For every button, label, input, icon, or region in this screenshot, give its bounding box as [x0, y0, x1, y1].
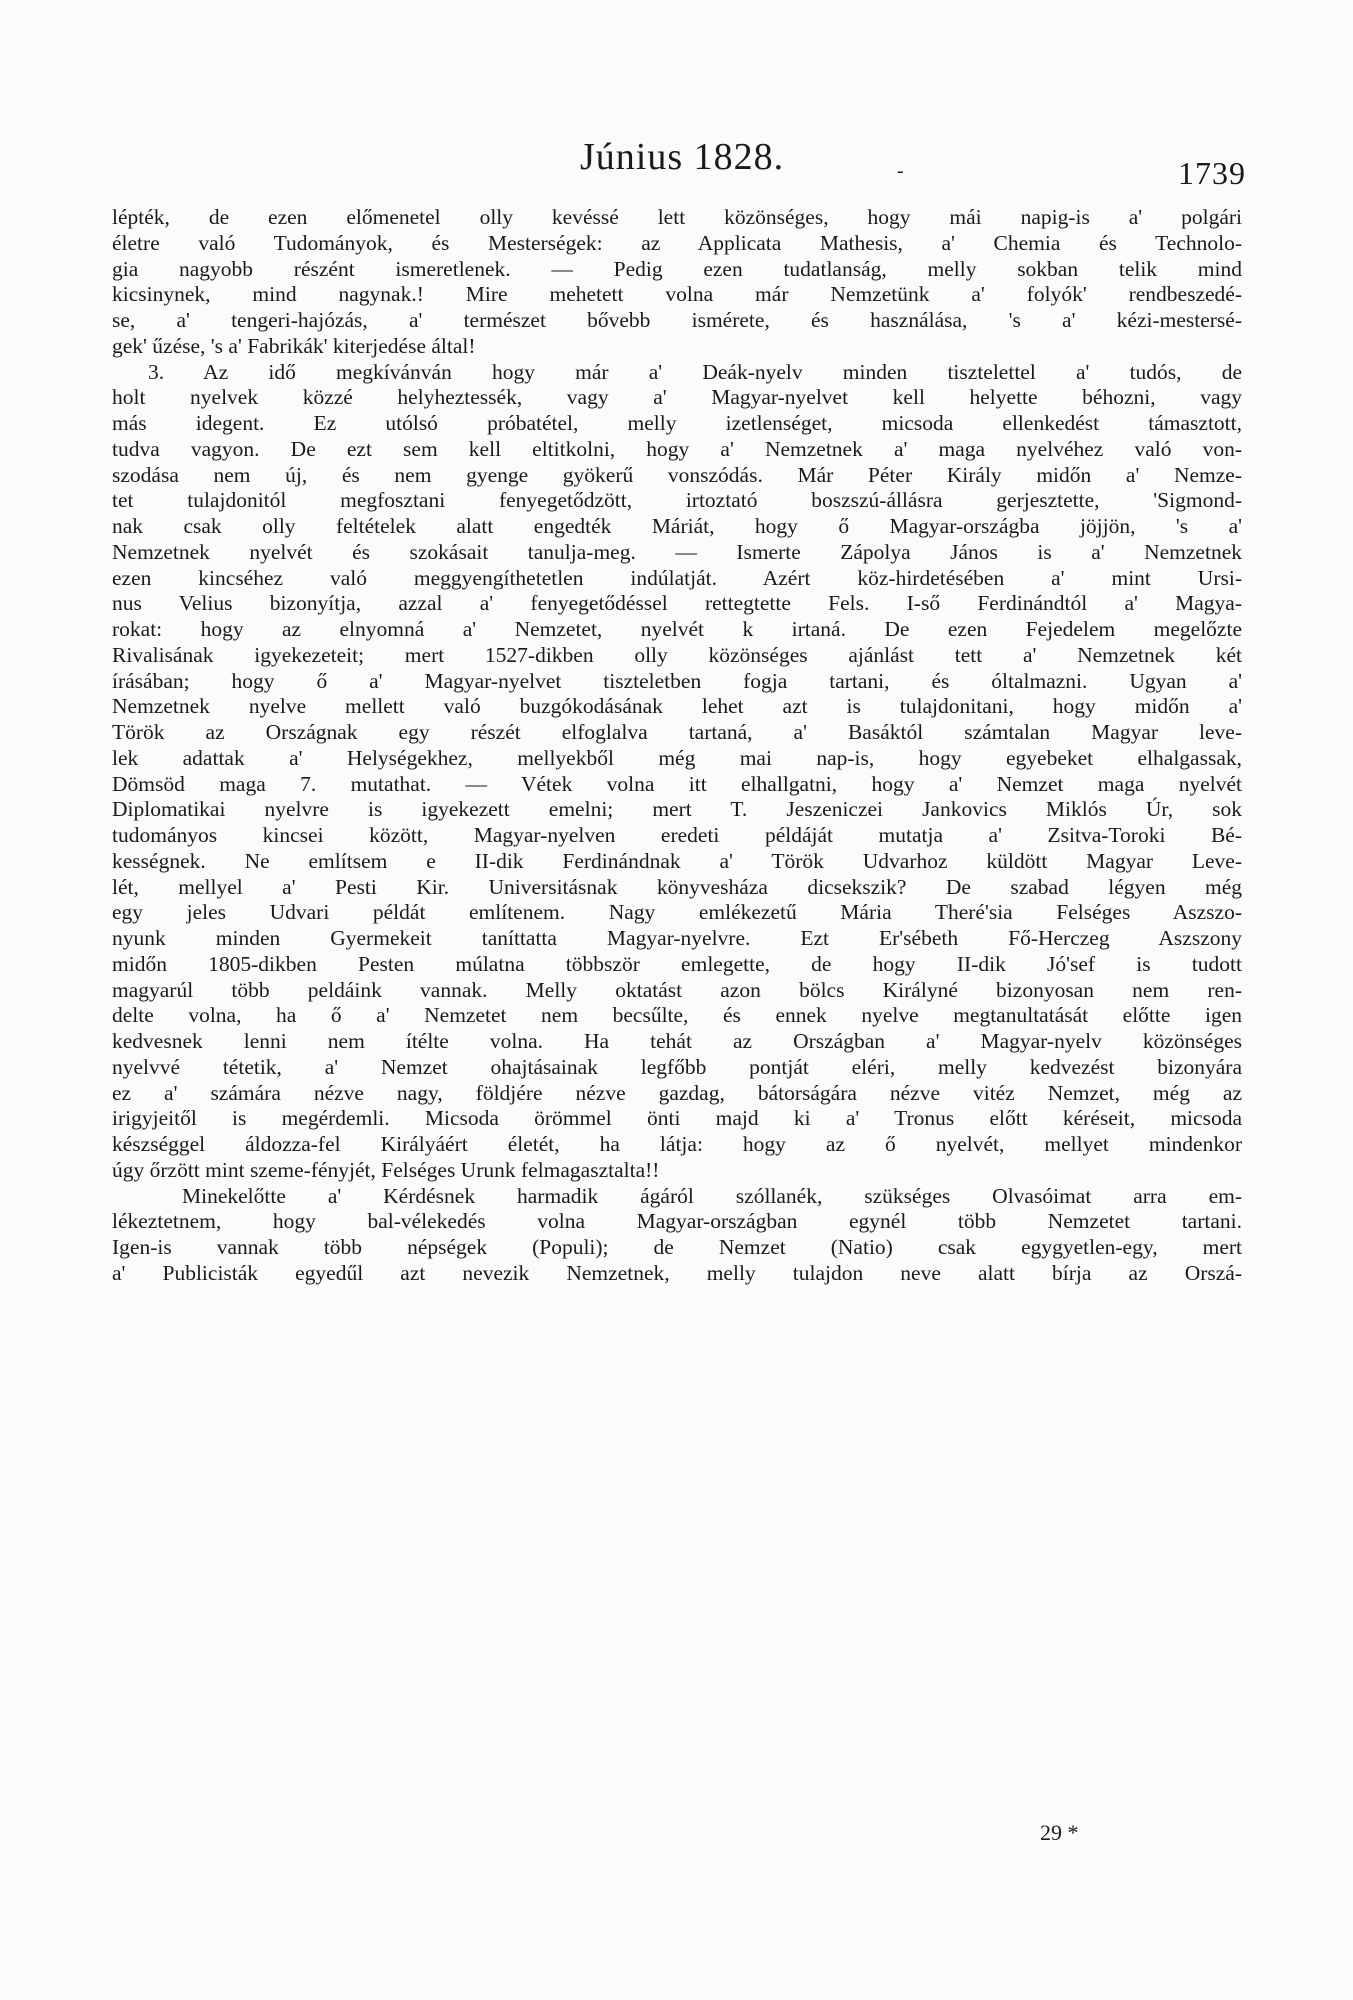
- text-line: magyarúl több peldáink vannak. Melly oktatást azon bölcs Királyné bizonyosan nem ren-: [112, 977, 1242, 1002]
- signature-mark: 29 *: [1040, 1820, 1079, 1845]
- text-line: készséggel áldozza-fel Királyáért életét, ha látja: hogy az ő nyelvét, mellyet mindenkor: [112, 1132, 1242, 1156]
- text-line: gia nagyobb részént ismeretlenek. — Pedig ezen tudatlanság, melly sokban telik mind: [112, 256, 1242, 281]
- text-line: nyelvvé tétetik, a' Nemzet ohajtásainak legfőbb pontját eléri, melly kedvezést bizonyára: [112, 1054, 1242, 1079]
- text-line: lek adattak a' Helységekhez, mellyekből még mai nap-is, hogy egyebeket elhalgassak,: [112, 745, 1242, 770]
- text-line: Török az Országnak egy részét elfoglalva tartaná, a' Basáktól számtalan Magyar leve-: [112, 720, 1242, 744]
- page-header-dash: -: [897, 160, 904, 182]
- text-line: kicsinynek, mind nagynak.! Mire mehetett volna már Nemzetünk a' folyók' rendbeszedé-: [112, 282, 1242, 307]
- text-line: életre való Tudományok, és Mesterségek: az Applicata Mathesis, a' Chemia és Technolo-: [112, 230, 1242, 255]
- text-line: Nemzetnek nyelve mellett való buzgókodásának lehet azt is tulajdonitani, hogy midőn a': [112, 694, 1242, 719]
- text-line: úgy őrzött mint szeme-fényjét, Felséges Urunk felmagasztalta!!: [112, 1157, 660, 1182]
- text-line: tet tulajdonitól megfosztani fenyegetődzött, irtoztató boszszú-állásra gerjesztette, 'Sigmond-: [112, 488, 1242, 513]
- text-line: holt nyelvek közzé helyheztessék, vagy a' Magyar-nyelvet kell helyette béhozni, vagy: [112, 385, 1242, 410]
- page-number: 1739: [1178, 155, 1246, 191]
- text-line: se, a' tengeri-hajózás, a' természet bővebb ismérete, és használása, 's a' kézi-mestersé-: [112, 308, 1242, 332]
- text-line: Minekelőtte a' Kérdésnek harmadik ágáról szóllanék, szükséges Olvasóimat arra em-: [182, 1183, 1242, 1208]
- page-header-title: Június 1828.: [580, 136, 785, 178]
- text-line: kességnek. Ne említsem e II-dik Ferdinándnak a' Török Udvarhoz küldött Magyar Leve-: [112, 848, 1242, 873]
- text-line: gek' űzése, 's a' Fabrikák' kiterjedése által!: [112, 333, 476, 358]
- text-line: kedvesnek lenni nem ítélte volna. Ha tehát az Országban a' Magyar-nyelv közönséges: [112, 1029, 1242, 1053]
- text-line: tudva vagyon. De ezt sem kell eltitkolni, hogy a' Nemzetnek a' maga nyelvéhez való von-: [112, 436, 1242, 461]
- text-line: nus Velius bizonyítja, azzal a' fenyegetődéssel rettegtette Fels. I-ső Ferdinándtól a' Magya-: [112, 591, 1242, 616]
- text-line: Rivalisának igyekezeteit; mert 1527-dikben olly közönséges ajánlást tett a' Nemzetnek két: [112, 642, 1242, 667]
- text-line: lépték, de ezen előmenetel olly kevéssé lett közönséges, hogy mái napig-is a' polgári: [112, 205, 1242, 229]
- text-line: Diplomatikai nyelvre is igyekezett emelni; mert T. Jeszeniczei Jankovics Miklós Úr, sok: [112, 797, 1242, 822]
- text-line: irigyjeitől is megérdemli. Micsoda örömmel önti majd ki a' Tronus előtt kéréseit, micsoda: [112, 1106, 1242, 1131]
- text-line: rokat: hogy az elnyomná a' Nemzetet, nyelvét k irtaná. De ezen Fejedelem megelőzte: [112, 617, 1242, 641]
- text-line: más idegent. Ez utólsó próbatétel, melly izetlenséget, micsoda ellenkedést támasztott,: [112, 411, 1242, 435]
- text-line: midőn 1805-dikben Pesten múlatna többször emlegette, de hogy II-dik Jó'sef is tudott: [112, 951, 1242, 976]
- text-line: Igen-is vannak több népségek (Populi); de Nemzet (Natio) csak egygyetlen-egy, mert: [112, 1235, 1242, 1259]
- text-line: ez a' számára nézve nagy, földjére nézve gazdag, bátorságára nézve vitéz Nemzet, még az: [112, 1080, 1242, 1105]
- text-line: delte volna, ha ő a' Nemzetet nem becsűlte, és ennek nyelve megtanultatását előtte igen: [112, 1003, 1242, 1028]
- text-line: Dömsöd maga 7. mutathat. — Vétek volna itt elhallgatni, hogy a' Nemzet maga nyelvét: [112, 771, 1242, 796]
- text-line: 3. Az idő megkívánván hogy már a' Deák-nyelv minden tisztelettel a' tudós, de: [148, 359, 1242, 384]
- text-line: lékeztetnem, hogy bal-vélekedés volna Magyar-országban egynél több Nemzetet tartani.: [112, 1209, 1242, 1234]
- text-line: szodása nem új, és nem gyenge gyökerű vonszódás. Már Péter Király midőn a' Nemze-: [112, 462, 1242, 487]
- text-line: ezen kincséhez való meggyengíthetetlen indúlatját. Azért köz-hirdetésében a' mint Ursi-: [112, 565, 1242, 590]
- text-line: a' Publicisták egyedűl azt nevezik Nemzetnek, melly tulajdon neve alatt bírja az Orszá-: [112, 1260, 1242, 1285]
- text-line: Nemzetnek nyelvét és szokásait tanulja-meg. — Ismerte Zápolya János is a' Nemzetnek: [112, 539, 1242, 564]
- text-line: nyunk minden Gyermekeit taníttatta Magyar-nyelvre. Ezt Er'sébeth Fő-Herczeg Aszszony: [112, 926, 1242, 950]
- text-line: írásában; hogy ő a' Magyar-nyelvet tiszteletben fogja tartani, és óltalmazni. Ugyan a': [112, 668, 1242, 693]
- text-line: tudományos kincsei között, Magyar-nyelven eredeti példáját mutatja a' Zsitva-Toroki Bé-: [112, 823, 1242, 847]
- text-line: egy jeles Udvari példát említenem. Nagy emlékezetű Mária Theré'sia Felséges Aszszo-: [112, 900, 1242, 925]
- text-line: nak csak olly feltételek alatt engedték Máriát, hogy ő Magyar-országba jöjjön, 's a': [112, 514, 1242, 538]
- text-line: lét, mellyel a' Pesti Kir. Universitásnak könyvesháza dicsekszik? De szabad légyen még: [112, 874, 1242, 899]
- body-text: [112, 205, 1242, 1287]
